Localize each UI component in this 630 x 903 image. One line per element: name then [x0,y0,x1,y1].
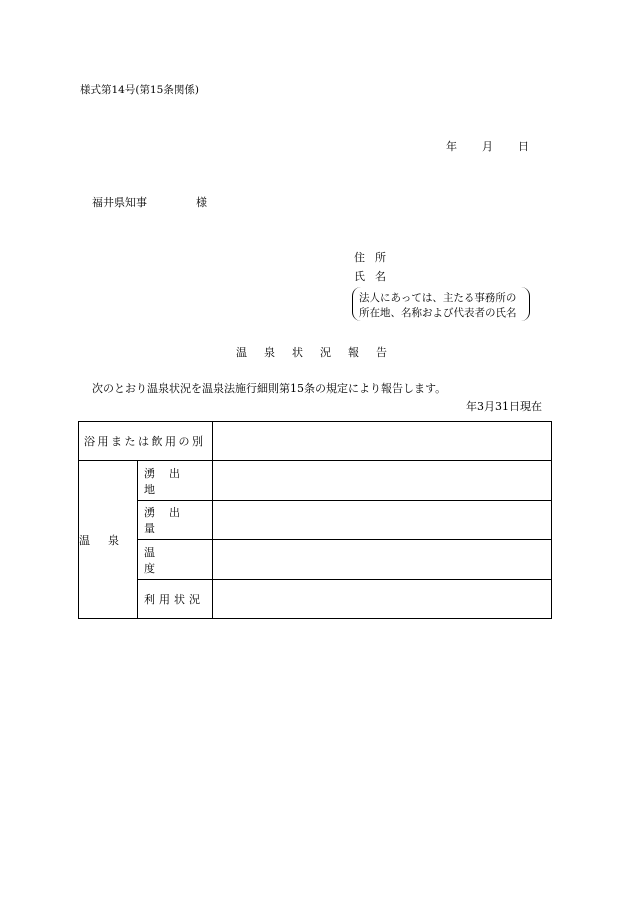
flow-rate-value-cell[interactable] [213,501,552,540]
usage-type-value-cell[interactable] [213,422,552,461]
report-table [78,421,552,619]
address-label: 住所 [354,251,396,264]
date-year-label: 年 [446,140,457,153]
hot-spring-label: 温泉 [79,461,138,619]
form-number: 様式第14号(第15条関係) [80,84,199,96]
report-statement: 次のとおり温泉状況を温泉法施行細則第15条の規定により報告します。 [92,382,447,395]
table-row-usage [79,422,552,461]
table-row-usage-status [79,580,552,619]
source-location-label: 湧出地 [138,461,213,501]
usage-status-label: 利用状況 [138,580,213,619]
date-day-label: 日 [518,140,529,153]
as-of-date: 年3月31日現在 [466,400,542,413]
usage-type-label: 浴用または飲用の別 [79,422,213,461]
temperature-value-cell[interactable] [213,540,552,580]
corporate-note-bracket [352,287,530,321]
name-label: 氏名 [354,270,396,283]
corporate-note-line1: 法人にあっては、主たる事務所の [359,292,517,304]
usage-status-value-cell[interactable] [213,580,552,619]
flow-rate-label: 湧出量 [138,501,213,540]
temperature-label: 温度 [138,540,213,580]
date-month-label: 月 [482,140,493,153]
source-location-value-cell[interactable] [213,461,552,501]
report-title: 温泉状況報告 [236,346,404,359]
table-row-temperature [79,540,552,580]
addressee-name: 福井県知事 [92,196,147,209]
corporate-note-line2: 所在地、名称および代表者の氏名 [359,307,517,319]
table-row-flow-rate [79,501,552,540]
addressee-honorific: 様 [196,196,207,209]
table-row-source-location [79,461,552,501]
